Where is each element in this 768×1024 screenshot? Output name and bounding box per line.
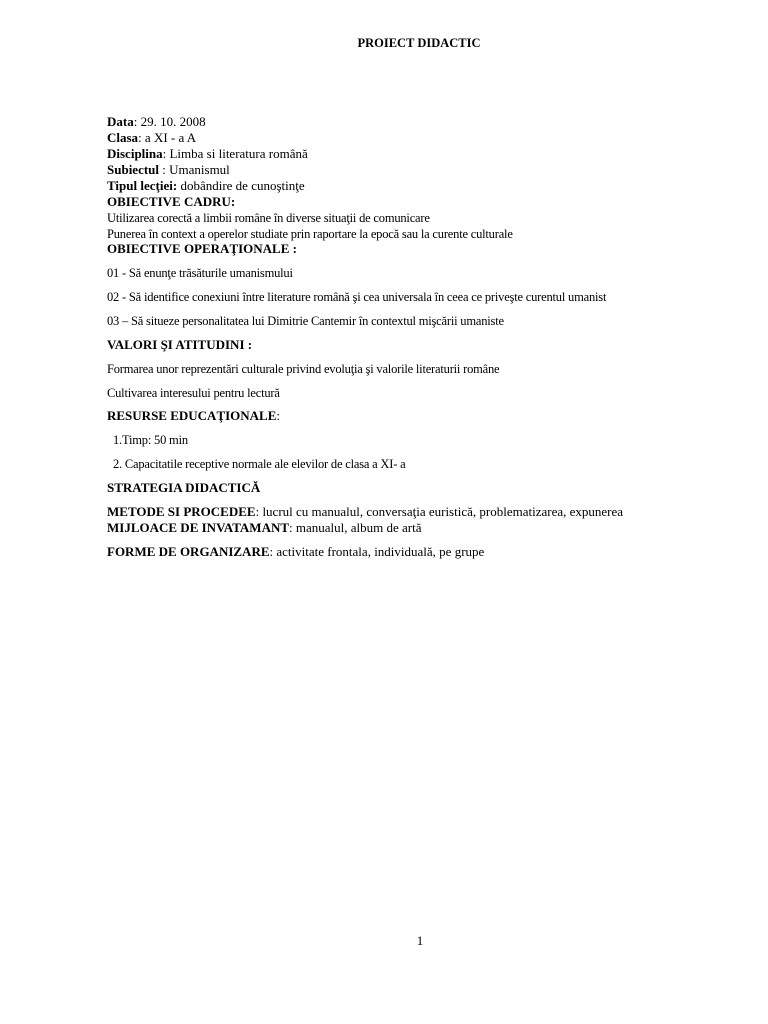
methods-label: METODE SI PROCEDEE bbox=[107, 504, 256, 519]
forms-label: FORME DE ORGANIZARE bbox=[107, 544, 270, 559]
subject-line bbox=[107, 162, 230, 178]
framework-objectives-heading: OBIECTIVE CADRU: bbox=[107, 194, 236, 209]
methods-value: : lucrul cu manualul, conversaţia euristică, problematizarea, expunerea bbox=[255, 504, 624, 519]
discipline-value: : Limba si literatura română bbox=[162, 146, 308, 161]
resources-heading-suffix: : bbox=[276, 408, 281, 423]
document-title: PROIECT DIDACTIC bbox=[357, 36, 481, 50]
lesson-type-value: dobândire de cunoştinţe bbox=[177, 178, 305, 193]
values-heading: VALORI ŞI ATITUDINI : bbox=[107, 337, 253, 352]
subject-label: Subiectul bbox=[107, 162, 160, 177]
class-value: : a XI - a A bbox=[138, 130, 197, 145]
framework-objective-item: Utilizarea corectă a limbii române în diverse situaţii de comunicare bbox=[107, 211, 430, 225]
operational-objective-item: 02 - Să identifice conexiuni între literature română şi cea universala în ceea ce priveşte curentul umanist bbox=[107, 290, 607, 304]
resources-item: 1.Timp: 50 min bbox=[113, 433, 188, 447]
strategy-heading: STRATEGIA DIDACTICĂ bbox=[107, 480, 261, 495]
methods-line bbox=[107, 504, 623, 520]
resources-heading bbox=[107, 408, 280, 424]
page-number: 1 bbox=[416, 933, 424, 948]
framework-objective-item: Punerea în context a operelor studiate prin raportare la epocă sau la curente culturale bbox=[107, 227, 513, 241]
class-label: Clasa bbox=[107, 130, 139, 145]
means-line bbox=[107, 520, 422, 536]
subject-value: : Umanismul bbox=[159, 162, 230, 177]
means-label: MIJLOACE DE INVATAMANT bbox=[107, 520, 290, 535]
values-item: Cultivarea interesului pentru lectură bbox=[107, 386, 280, 400]
date-value: : 29. 10. 2008 bbox=[133, 114, 206, 129]
class-line bbox=[107, 130, 196, 146]
operational-objectives-heading: OBIECTIVE OPERAŢIONALE : bbox=[107, 241, 297, 256]
operational-objective-item: 01 - Să enunţe trăsăturile umanismului bbox=[107, 266, 293, 280]
lesson-type-line bbox=[107, 178, 305, 194]
lesson-type-label: Tipul lecţiei: bbox=[107, 178, 178, 193]
forms-line bbox=[107, 544, 484, 560]
resources-item: 2. Capacitatile receptive normale ale elevilor de clasa a XI- a bbox=[113, 457, 406, 471]
discipline-line bbox=[107, 146, 308, 162]
values-item: Formarea unor reprezentări culturale privind evoluţia şi valorile literaturii române bbox=[107, 362, 500, 376]
date-line bbox=[107, 114, 206, 130]
resources-heading-text: RESURSE EDUCAŢIONALE bbox=[107, 408, 277, 423]
operational-objective-item: 03 – Să situeze personalitatea lui Dimitrie Cantemir în contextul mişcării umaniste bbox=[107, 314, 504, 328]
means-value: : manualul, album de artă bbox=[289, 520, 422, 535]
discipline-label: Disciplina bbox=[107, 146, 163, 161]
date-label: Data bbox=[107, 114, 134, 129]
forms-value: : activitate frontala, individuală, pe grupe bbox=[269, 544, 485, 559]
